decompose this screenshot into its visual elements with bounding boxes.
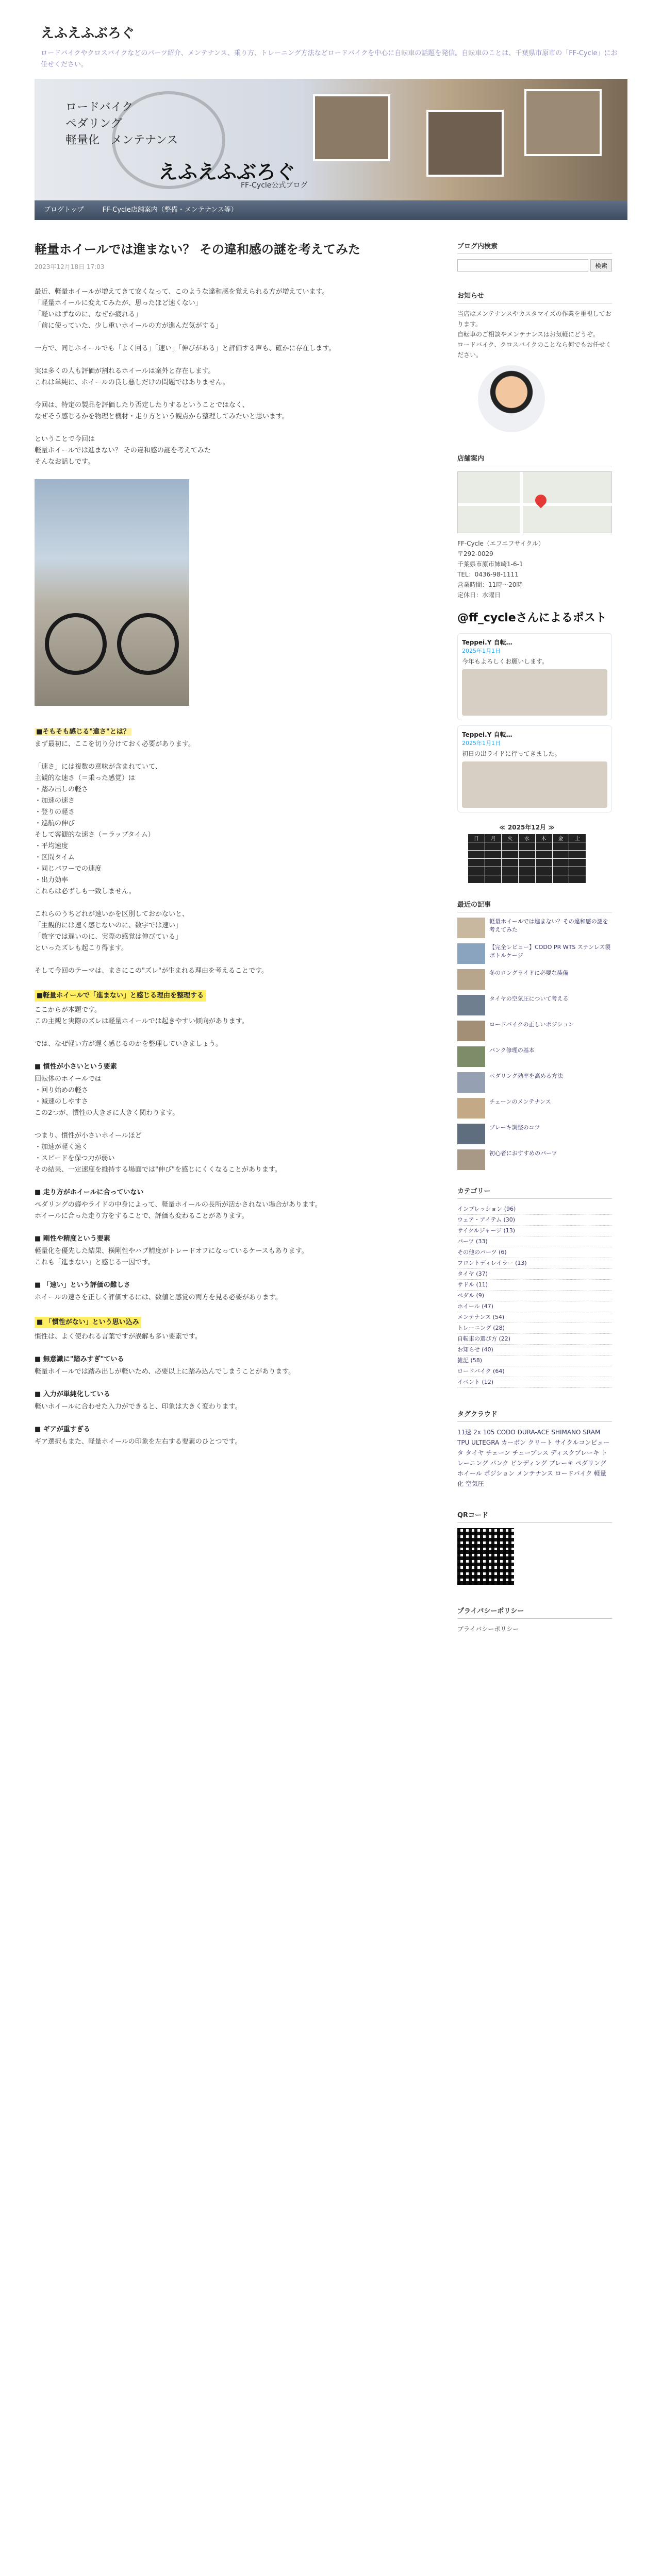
search-button[interactable]: 検索 bbox=[590, 259, 612, 272]
search-form bbox=[457, 259, 612, 272]
article-photo bbox=[35, 479, 189, 706]
calendar-day-header: 日 bbox=[468, 834, 485, 842]
banner-caption: ロードバイク ペダリング 軽量化 メンテナンス bbox=[65, 101, 178, 147]
category-link[interactable]: インプレッション (96) bbox=[457, 1204, 612, 1215]
calendar-title[interactable]: ≪ 2025年12月 ≫ bbox=[499, 824, 555, 831]
recent-link[interactable]: 初心者におすすめのパーツ bbox=[489, 1150, 557, 1157]
recent-link[interactable]: 冬のロングライドに必要な装備 bbox=[489, 970, 569, 976]
map-road bbox=[520, 472, 523, 534]
recent-item[interactable] bbox=[457, 943, 612, 964]
section-body: 慣性は、よく使われる言葉ですが誤解も多い要素です。 bbox=[35, 1333, 202, 1341]
section-body: まず最初に、ここを切り分けておく必要があります。 「速さ」には複数の意味が含まれていて、 主観的な速さ（＝乗った感覚）は ・踏み出しの軽さ ・加速の速さ ・登りの軽さ ・巡航の伸び そして客観的な速さ（＝ラップタイム） ・平均速度 ・区間タイム ・同じパワーでの速度 ・出力効率 これらは必ずしも一致しません。 これらのうちどれが速いかを区別しておかないと、 「主観的には速く感じないのに、数字では速い」 「数字では遅いのに、実際の感覚は伸びている」 といったズレも起こり得ます。 そして今回のテーマは、まさにこの"ズレ"が生まれる理由を考えることです。 bbox=[35, 740, 268, 975]
recent-thumb bbox=[457, 1072, 485, 1093]
section-body: 回転体のホイールでは ・回り始めの軽さ ・減速のしやすさ この2つが、慣性の大きさに大きく関わります。 つまり、慣性が小さいホイールほど ・加速が軽く速く ・スピードを保つ力が弱い その結果、一定速度を維持する場面では"伸び"を感じにくくなることがあります。 bbox=[35, 1075, 282, 1174]
tweet-image bbox=[462, 669, 607, 716]
privacy-title: プライバシーポリシー bbox=[457, 1605, 612, 1619]
recent-item[interactable] bbox=[457, 918, 612, 938]
recent-link[interactable]: 【完全レビュー】CODO PR WTS ステンレス製ボトルケージ bbox=[489, 944, 611, 959]
recent-item[interactable] bbox=[457, 969, 612, 990]
category-link[interactable]: タイヤ (37) bbox=[457, 1269, 612, 1280]
category-link[interactable]: お知らせ (40) bbox=[457, 1345, 612, 1355]
banner-photo bbox=[426, 110, 504, 177]
nav-shop-info[interactable]: FF-Cycle店舗案内（整備・メンテナンス等） bbox=[102, 206, 238, 214]
banner-photo bbox=[313, 94, 390, 161]
section-body: ペダリングの癖やライドの中身によって、軽量ホイールの長所が活かされない場合があります。 ホイールに合った走り方をすることで、評価も変わることがあります。 bbox=[35, 1201, 322, 1220]
page bbox=[35, 0, 627, 1634]
category-link[interactable]: サイクルジャージ (13) bbox=[457, 1226, 612, 1236]
section-heading: ■ 慣性が小さいという要素 bbox=[35, 1063, 117, 1071]
tweet[interactable] bbox=[457, 725, 612, 812]
recent-thumb bbox=[457, 1124, 485, 1144]
shop-title: 店舗案内 bbox=[457, 453, 612, 466]
category-link[interactable]: パーツ (33) bbox=[457, 1236, 612, 1247]
recent-thumb bbox=[457, 1149, 485, 1170]
section-heading: ■ 無意識に"踏みすぎ"ている bbox=[35, 1355, 124, 1363]
recent-thumb bbox=[457, 1021, 485, 1041]
recent-link[interactable]: ロードバイクの正しいポジション bbox=[489, 1021, 574, 1028]
category-link[interactable]: 自転車の選び方 (22) bbox=[457, 1334, 612, 1345]
section-body: 軽量化を優先した結果、横剛性やハブ精度がトレードオフになっているケースもあります。 これも「進まない」と感じる一因です。 bbox=[35, 1247, 308, 1266]
section-heading: ■軽量ホイールで「進まない」と感じる理由を整理する bbox=[35, 990, 206, 1002]
section-body: 軽いホイールに合わせた入力ができると、印象は大きく変わります。 bbox=[35, 1403, 242, 1411]
tweet[interactable] bbox=[457, 633, 612, 720]
calendar-day-header: 金 bbox=[552, 834, 569, 842]
search-input[interactable] bbox=[457, 259, 588, 272]
article-intro: 最近、軽量ホイールが増えてきて安くなって、このような違和感を覚えられる方が増えています。 「軽量ホイールに変えてみたが、思ったほど速くない」 「軽いはずなのに、なぜか疲れる」 「前に使っていた、少し重いホイールの方が進んだ気がする」 一方で、同じホイールでも「よく回る」「速い」「伸びがある」と評価する声も、確かに存在します。 実は多くの人も評価が割れるホイールは案外と存在します。 これは単純に、ホイールの良し悪しだけの問題ではありません。 今回は、特定の製品を評価したり否定したりするということではなく、 なぜそう感じるかを物理と機材・走り方という観点から整理してみたいと思います。 ということで今回は 軽量ホイールでは進まない？ その違和感の謎を考えてみた そんなお話しです。 bbox=[35, 288, 336, 466]
recent-link[interactable]: パンク修理の基本 bbox=[489, 1047, 535, 1054]
category-link[interactable]: トレーニング (28) bbox=[457, 1323, 612, 1334]
tweet-text: 今年もよろしくお願いします。 bbox=[462, 658, 549, 665]
global-nav bbox=[35, 200, 627, 220]
section-heading: ■ 剛性や精度という要素 bbox=[35, 1235, 110, 1243]
category-link[interactable]: ウェア・アイテム (30) bbox=[457, 1215, 612, 1226]
recent-title: 最近の記事 bbox=[457, 899, 612, 912]
recent-link[interactable]: チェーンのメンテナンス bbox=[489, 1098, 551, 1105]
recent-item[interactable] bbox=[457, 1046, 612, 1067]
tweet-date[interactable]: 2025年1月1日 bbox=[462, 740, 501, 747]
recent-link[interactable]: タイヤの空気圧について考える bbox=[489, 995, 569, 1002]
category-link[interactable]: その他のパーツ (6) bbox=[457, 1247, 612, 1258]
recent-link[interactable]: ペダリング効率を高める方法 bbox=[489, 1073, 563, 1079]
calendar-day-header: 水 bbox=[519, 834, 536, 842]
recent-list bbox=[457, 918, 612, 1170]
tweet-author: Teppei.Y 自転… bbox=[462, 731, 512, 738]
calendar-day-header: 月 bbox=[485, 834, 502, 842]
article-date: 2023年12月18日 17:03 bbox=[35, 263, 105, 270]
nav-blog-top[interactable]: ブログトップ bbox=[44, 206, 84, 214]
category-link[interactable]: 雑記 (58) bbox=[457, 1355, 612, 1366]
recent-link[interactable]: 軽量ホイールでは進まない？その違和感の謎を考えてみた bbox=[489, 918, 608, 933]
header-banner[interactable] bbox=[35, 79, 627, 200]
recent-thumb bbox=[457, 995, 485, 1015]
banner-photo bbox=[524, 89, 602, 156]
section-body: ここからが本題です。 この主観と実際のズレは軽量ホイールでは起きやすい傾向があります。 では、なぜ軽い方が遅く感じるのかを整理していきましょう。 bbox=[35, 1006, 249, 1048]
section-heading: ■そもそも感じる"違さ"とは？ bbox=[35, 728, 131, 736]
about-title: お知らせ bbox=[457, 290, 612, 303]
qr-code bbox=[457, 1528, 514, 1585]
avatar bbox=[478, 365, 545, 432]
map-road bbox=[458, 503, 613, 506]
recent-thumb bbox=[457, 1098, 485, 1118]
category-link[interactable]: ロードバイク (64) bbox=[457, 1366, 612, 1377]
calendar-day-header: 木 bbox=[535, 834, 552, 842]
recent-item[interactable] bbox=[457, 1149, 612, 1170]
tweet-author: Teppei.Y 自転… bbox=[462, 639, 512, 646]
category-link[interactable]: メンテナンス (54) bbox=[457, 1312, 612, 1323]
section-body: ホイールの速さを正しく評価するには、数値と感覚の両方を見る必要があります。 bbox=[35, 1294, 282, 1301]
section-heading: ■ 入力が単純化している bbox=[35, 1391, 110, 1398]
calendar bbox=[468, 823, 612, 884]
tag-cloud[interactable]: 11速 2x 105 CODO DURA-ACE SHIMANO SRAM TPU ULTEGRA カーボン クリート サイクルコンピュータ タイヤ チェーン チューブレス ディスクブレーキ トレーニング パンク ビンディング ブレーキ ペダリング ホイール ポジション メンテナンス ロードバイク 軽量化 空気圧 bbox=[457, 1429, 610, 1487]
section-heading: ■ ギアが重すぎる bbox=[35, 1426, 90, 1433]
section-body: 軽量ホイールでは踏み出しが軽いため、必要以上に踏み込んでしまうことがあります。 bbox=[35, 1368, 295, 1376]
recent-thumb bbox=[457, 1046, 485, 1067]
article bbox=[35, 241, 439, 1634]
shop-map[interactable] bbox=[457, 471, 612, 533]
category-link[interactable]: ペダル (9) bbox=[457, 1291, 612, 1301]
recent-thumb bbox=[457, 918, 485, 938]
tags-title: タグクラウド bbox=[457, 1409, 612, 1422]
recent-thumb bbox=[457, 943, 485, 964]
twitter-embed-title[interactable]: @ff_cycleさんによるポスト bbox=[457, 612, 607, 624]
section-body: ギア選択もまた、軽量ホイールの印象を左右する要素のひとつです。 bbox=[35, 1438, 242, 1446]
calendar-day-header: 土 bbox=[569, 834, 586, 842]
about-text: 当店はメンテナンスやカスタマイズの作業を重視しております。 自転車のご相談やメンテナンスはお気軽にどうぞ。 ロードバイク、クロスバイクのことなら何でもお任せください。 bbox=[457, 310, 611, 359]
recent-item[interactable] bbox=[457, 1072, 612, 1093]
category-link[interactable]: フロントディレイラー (13) bbox=[457, 1258, 612, 1269]
qr-title: QRコード bbox=[457, 1510, 612, 1523]
site-description: ロードバイクやクロスバイクなどのパーツ紹介、メンテナンス、乗り方、トレーニング方法などロードバイクを中心に自転車の話題を発信。自転車のことは、千葉県市原市の「FF-Cycle」にお任せください。 bbox=[41, 49, 618, 69]
article-title[interactable]: 軽量ホイールでは進まない？ その違和感の謎を考えてみた bbox=[35, 242, 360, 257]
wheel-graphic bbox=[45, 613, 107, 675]
wheel-graphic bbox=[117, 613, 179, 675]
category-link[interactable]: サドル (11) bbox=[457, 1280, 612, 1291]
category-link[interactable]: ホイール (47) bbox=[457, 1301, 612, 1312]
category-link[interactable]: イベント (12) bbox=[457, 1377, 612, 1388]
recent-thumb bbox=[457, 969, 485, 990]
shop-text: FF-Cycle（エフエフサイクル） 〒292-0029 千葉県市原市姉崎1-6-1 TEL：0436-98-1111 営業時間：11時～20時 定休日：水曜日 bbox=[457, 540, 544, 599]
banner-title: えふえふぶろぐ bbox=[158, 160, 296, 183]
tweet-text: 初日の出ライドに行ってきました。 bbox=[462, 750, 561, 757]
tweet-image bbox=[462, 761, 607, 808]
site-title[interactable]: えふえふぶろぐ bbox=[41, 26, 135, 41]
section-heading: ■ 「速い」という評価の難しさ bbox=[35, 1281, 130, 1289]
recent-link[interactable]: ブレーキ調整のコツ bbox=[489, 1124, 540, 1131]
privacy-link[interactable]: プライバシーポリシー bbox=[457, 1625, 519, 1633]
recent-item[interactable] bbox=[457, 1098, 612, 1118]
recent-item[interactable] bbox=[457, 1021, 612, 1041]
category-title: カテゴリー bbox=[457, 1185, 612, 1199]
section-heading: ■ 「慣性がない」という思い込み bbox=[35, 1317, 141, 1328]
banner-subtitle: FF-Cycle公式ブログ bbox=[241, 181, 308, 190]
section-heading: ■ 走り方がホイールに合っていない bbox=[35, 1189, 144, 1196]
search-title: ブログ内検索 bbox=[457, 241, 612, 254]
recent-item[interactable] bbox=[457, 1124, 612, 1144]
sidebar bbox=[457, 241, 612, 1634]
recent-item[interactable] bbox=[457, 995, 612, 1015]
tweet-date[interactable]: 2025年1月1日 bbox=[462, 648, 501, 654]
category-list bbox=[457, 1204, 612, 1388]
calendar-day-header: 火 bbox=[502, 834, 519, 842]
